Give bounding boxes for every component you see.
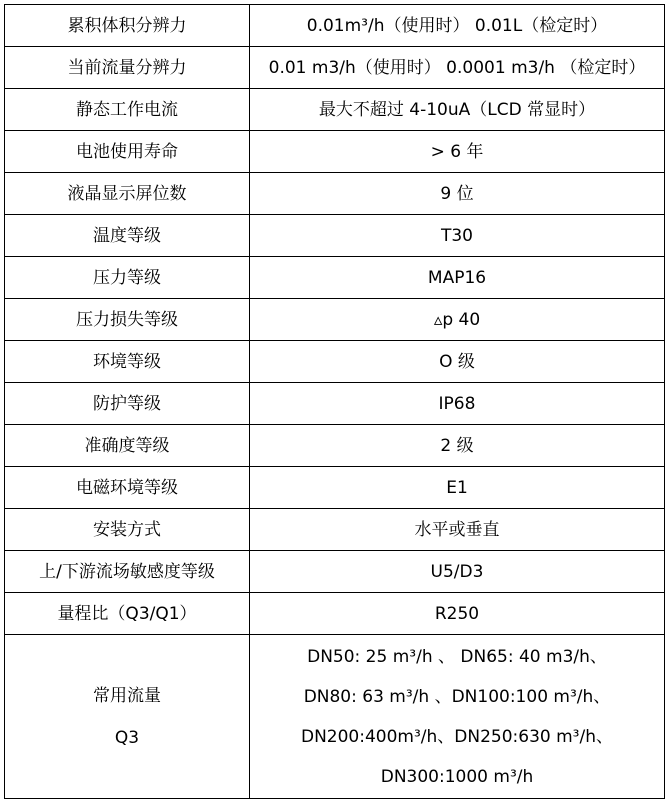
table-row xyxy=(5,215,665,257)
row-value: 9 位 xyxy=(250,173,665,215)
row-value: ▵p 40 xyxy=(250,299,665,341)
table-row xyxy=(5,89,665,131)
table-row xyxy=(5,5,665,47)
row-value: > 6 年 xyxy=(250,131,665,173)
table-row xyxy=(5,593,665,635)
row-label: 环境等级 xyxy=(5,341,250,383)
table-row xyxy=(5,383,665,425)
row-value: 0.01 m3/h（使用时） 0.0001 m3/h （检定时） xyxy=(250,47,665,89)
table-row xyxy=(5,131,665,173)
row-label: 电磁环境等级 xyxy=(5,467,250,509)
row-value: U5/D3 xyxy=(250,551,665,593)
row-value: 水平或垂直 xyxy=(250,509,665,551)
row-label: 温度等级 xyxy=(5,215,250,257)
row-label: 电池使用寿命 xyxy=(5,131,250,173)
row-label: 压力损失等级 xyxy=(5,299,250,341)
row-label: 液晶显示屏位数 xyxy=(5,173,250,215)
row-value: 0.01m³/h（使用时） 0.01L（检定时） xyxy=(250,5,665,47)
flow-value-line: DN300:1000 m³/h xyxy=(380,766,534,787)
flow-label-line1: 常用流量 xyxy=(93,685,161,706)
row-label: 累积体积分辨力 xyxy=(5,5,250,47)
table-row-flow xyxy=(5,635,665,799)
row-label: 防护等级 xyxy=(5,383,250,425)
row-value: IP68 xyxy=(250,383,665,425)
flow-value-cell xyxy=(250,635,665,799)
flow-label-line2: Q3 xyxy=(114,727,140,748)
row-label: 压力等级 xyxy=(5,257,250,299)
table-row xyxy=(5,551,665,593)
table-row xyxy=(5,509,665,551)
row-value: MAP16 xyxy=(250,257,665,299)
row-value: R250 xyxy=(250,593,665,635)
row-value: 最大不超过 4-10uA（LCD 常显时） xyxy=(250,89,665,131)
row-value: 2 级 xyxy=(250,425,665,467)
table-row xyxy=(5,341,665,383)
row-value: E1 xyxy=(250,467,665,509)
flow-value-line: DN200:400m³/h、DN250:630 m³/h、 xyxy=(300,726,614,747)
flow-label-cell xyxy=(5,635,250,799)
table-row xyxy=(5,257,665,299)
table-row xyxy=(5,173,665,215)
row-value: T30 xyxy=(250,215,665,257)
table-row xyxy=(5,47,665,89)
row-label: 静态工作电流 xyxy=(5,89,250,131)
table-row xyxy=(5,299,665,341)
spec-table xyxy=(4,4,665,799)
row-label: 当前流量分辨力 xyxy=(5,47,250,89)
flow-value-line: DN80: 63 m³/h 、DN100:100 m³/h、 xyxy=(303,686,611,707)
row-label: 安装方式 xyxy=(5,509,250,551)
row-label: 准确度等级 xyxy=(5,425,250,467)
table-row xyxy=(5,425,665,467)
table-row xyxy=(5,467,665,509)
row-label: 量程比（Q3/Q1） xyxy=(5,593,250,635)
flow-value-line: DN50: 25 m³/h 、 DN65: 40 m3/h、 xyxy=(307,646,607,667)
row-value: O 级 xyxy=(250,341,665,383)
row-label: 上/下游流场敏感度等级 xyxy=(5,551,250,593)
